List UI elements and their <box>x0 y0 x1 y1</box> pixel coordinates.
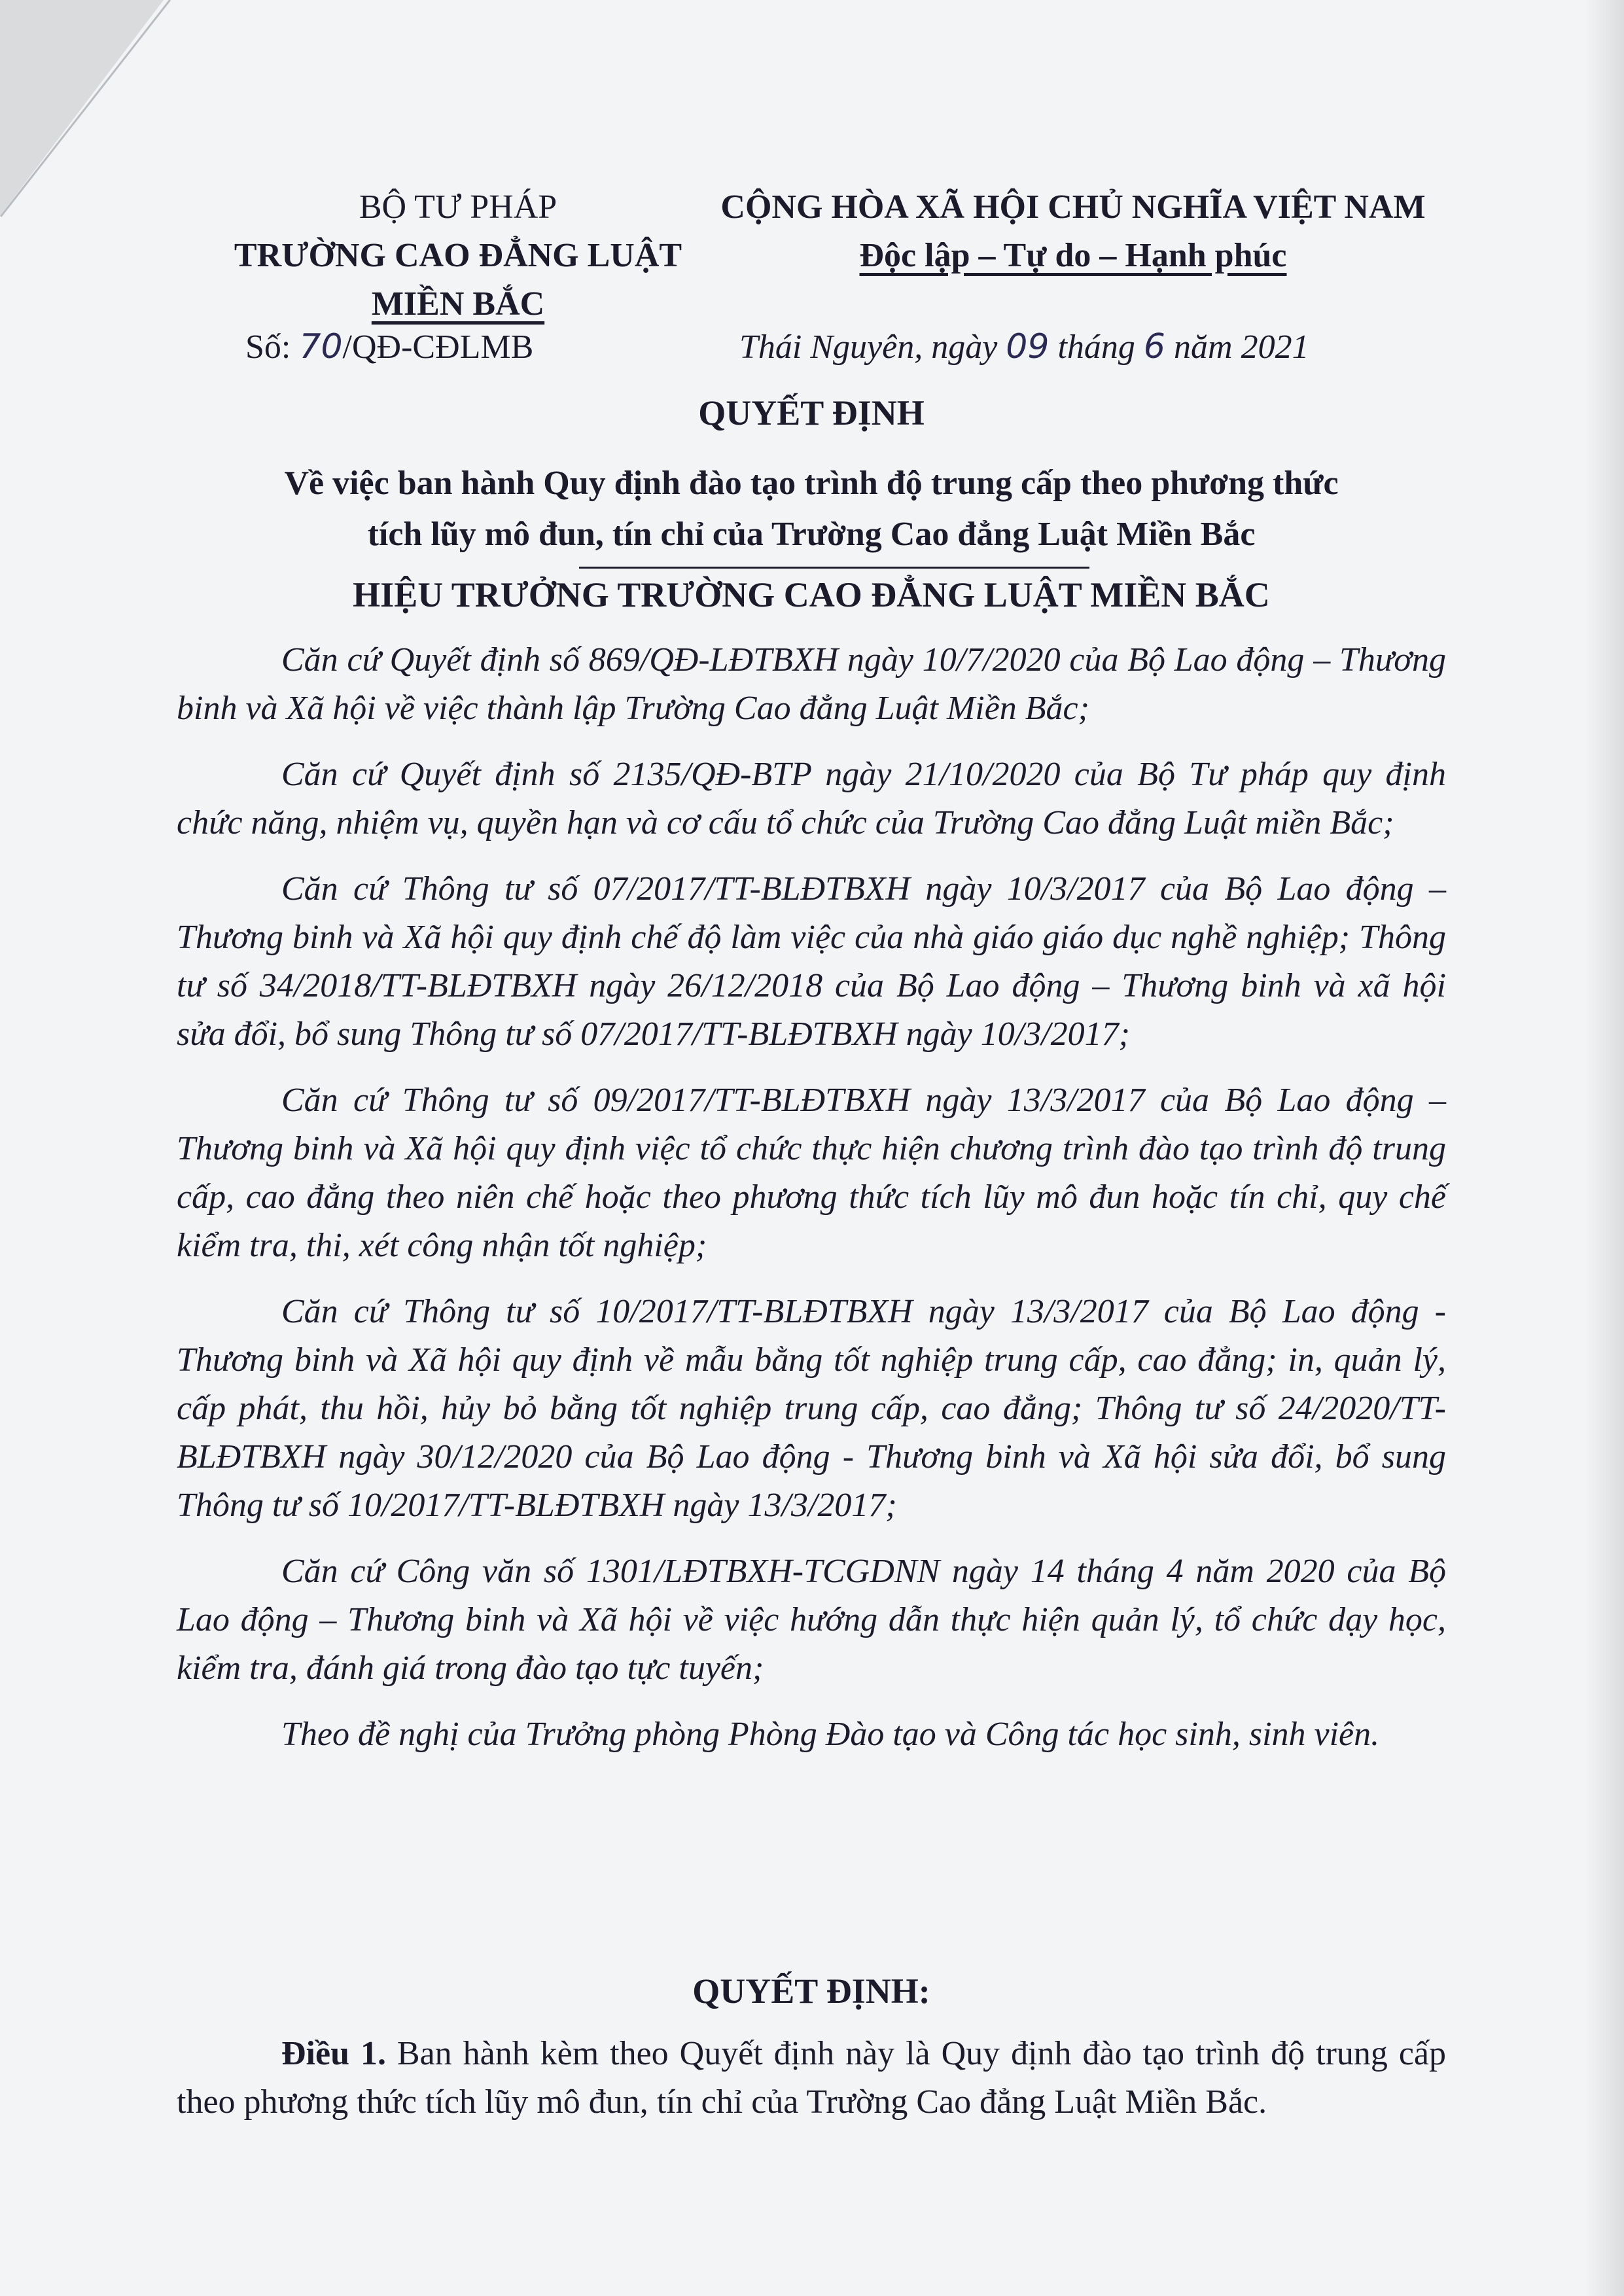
republic-name: CỘNG HÒA XÃ HỘI CHỦ NGHĨA VIỆT NAM <box>720 188 1426 226</box>
preamble-paragraph: Căn cứ Quyết định số 2135/QĐ-BTP ngày 21/10/2020 của Bộ Tư pháp quy định chức năng, nhiệm vụ, quyền hạn và cơ cấu tổ chức của Trường Cao đẳng Luật miền Bắc; <box>177 756 1446 841</box>
preamble-paragraph: Căn cứ Thông tư số 07/2017/TT-BLĐTBXH ngày 10/3/2017 của Bộ Lao động – Thương binh và Xã hội quy định chế độ làm việc của nhà giáo giáo dục nghề nghiệp; Thông tư số 34/2018/TT-BLĐTBXH ngày 26/12/2018 của Bộ Lao động – Thương binh và xã hội sửa đổi, bổ sung Thông tư số 07/2017/TT-BLĐTBXH ngày 10/3/2017; <box>177 870 1446 1053</box>
preamble-paragraph: Theo đề nghị của Trưởng phòng Phòng Đào tạo và Công tác học sinh, sinh viên. <box>281 1716 1380 1753</box>
date-month-label: tháng <box>1057 328 1135 366</box>
document-date <box>739 327 1309 366</box>
subject-line2: tích lũy mô đun, tín chỉ của Trường Cao đẳng Luật Miền Bắc <box>367 516 1256 553</box>
article-1 <box>177 2030 1446 2127</box>
issuer-header <box>196 183 720 328</box>
article-1-label: Điều 1. <box>281 2035 386 2072</box>
handwritten-day: 09 <box>1006 327 1050 366</box>
number-suffix: /QĐ-CĐLMB <box>342 328 534 366</box>
date-year: năm 2021 <box>1174 328 1309 366</box>
article-1-text: Ban hành kèm theo Quyết định này là Quy định đào tạo trình độ trung cấp theo phương thức tích lũy mô đun, tín chỉ của Trường Cao đẳng Luật Miền Bắc. <box>177 2035 1447 2121</box>
preamble-paragraph: Căn cứ Thông tư số 09/2017/TT-BLĐTBXH ngày 13/3/2017 của Bộ Lao động – Thương binh và Xã hội quy định việc tổ chức thực hiện chương trình đào tạo trình độ trung cấp, cao đẳng theo niên chế hoặc theo phương thức tích lũy mô đun hoặc tín chỉ, quy chế kiểm tra, thi, xét công nhận tốt nghiệp; <box>177 1082 1446 1264</box>
preamble-paragraph: Căn cứ Công văn số 1301/LĐTBXH-TCGDNN ngày 14 tháng 4 năm 2020 của Bộ Lao động – Thương binh và Xã hội về việc hướng dẫn thực hiện quản lý, tổ chức dạy học, kiểm tra, đánh giá trong đào tạo tực tuyến; <box>177 1553 1446 1687</box>
preamble <box>177 636 1446 1776</box>
page-edge-shadow <box>1585 0 1624 2296</box>
handwritten-number: 70 <box>299 327 343 366</box>
ministry-name: BỘ TƯ PHÁP <box>359 188 557 226</box>
school-name-line2: MIỀN BẮC <box>371 285 545 323</box>
decision-heading: QUYẾT ĐỊNH: <box>692 1971 930 2011</box>
school-name-line1: TRƯỜNG CAO ĐẲNG LUẬT <box>234 237 682 274</box>
preamble-paragraph: Căn cứ Thông tư số 10/2017/TT-BLĐTBXH ngày 13/3/2017 của Bộ Lao động - Thương binh và Xã hội quy định về mẫu bằng tốt nghiệp trung cấp, cao đẳng; in, quản lý, cấp phát, thu hồi, hủy bỏ bằng tốt nghiệp trung cấp, cao đẳng; Thông tư số 24/2020/TT-BLĐTBXH ngày 30/12/2020 của Bộ Lao động - Thương binh và Xã hội sửa đổi, bổ sung Thông tư số 10/2017/TT-BLĐTBXH ngày 13/3/2017; <box>177 1293 1446 1524</box>
document-number <box>245 327 533 366</box>
number-prefix: Số: <box>245 328 291 366</box>
preamble-paragraph: Căn cứ Quyết định số 869/QĐ-LĐTBXH ngày 10/7/2020 của Bộ Lao động – Thương binh và Xã hội về việc thành lập Trường Cao đẳng Luật Miền Bắc; <box>177 641 1446 727</box>
document-type-title: QUYẾT ĐỊNH <box>698 393 925 433</box>
national-header <box>667 183 1479 280</box>
subject-line1: Về việc ban hành Quy định đào tạo trình độ trung cấp theo phương thức <box>284 465 1339 502</box>
document-subject <box>177 458 1446 560</box>
issuing-authority: HIỆU TRƯỞNG TRƯỜNG CAO ĐẲNG LUẬT MIỀN BẮC <box>353 575 1270 614</box>
date-place: Thái Nguyên, ngày <box>739 328 998 366</box>
national-motto: Độc lập – Tự do – Hạnh phúc <box>859 237 1287 274</box>
subject-underline <box>579 567 1089 569</box>
handwritten-month: 6 <box>1143 327 1166 366</box>
